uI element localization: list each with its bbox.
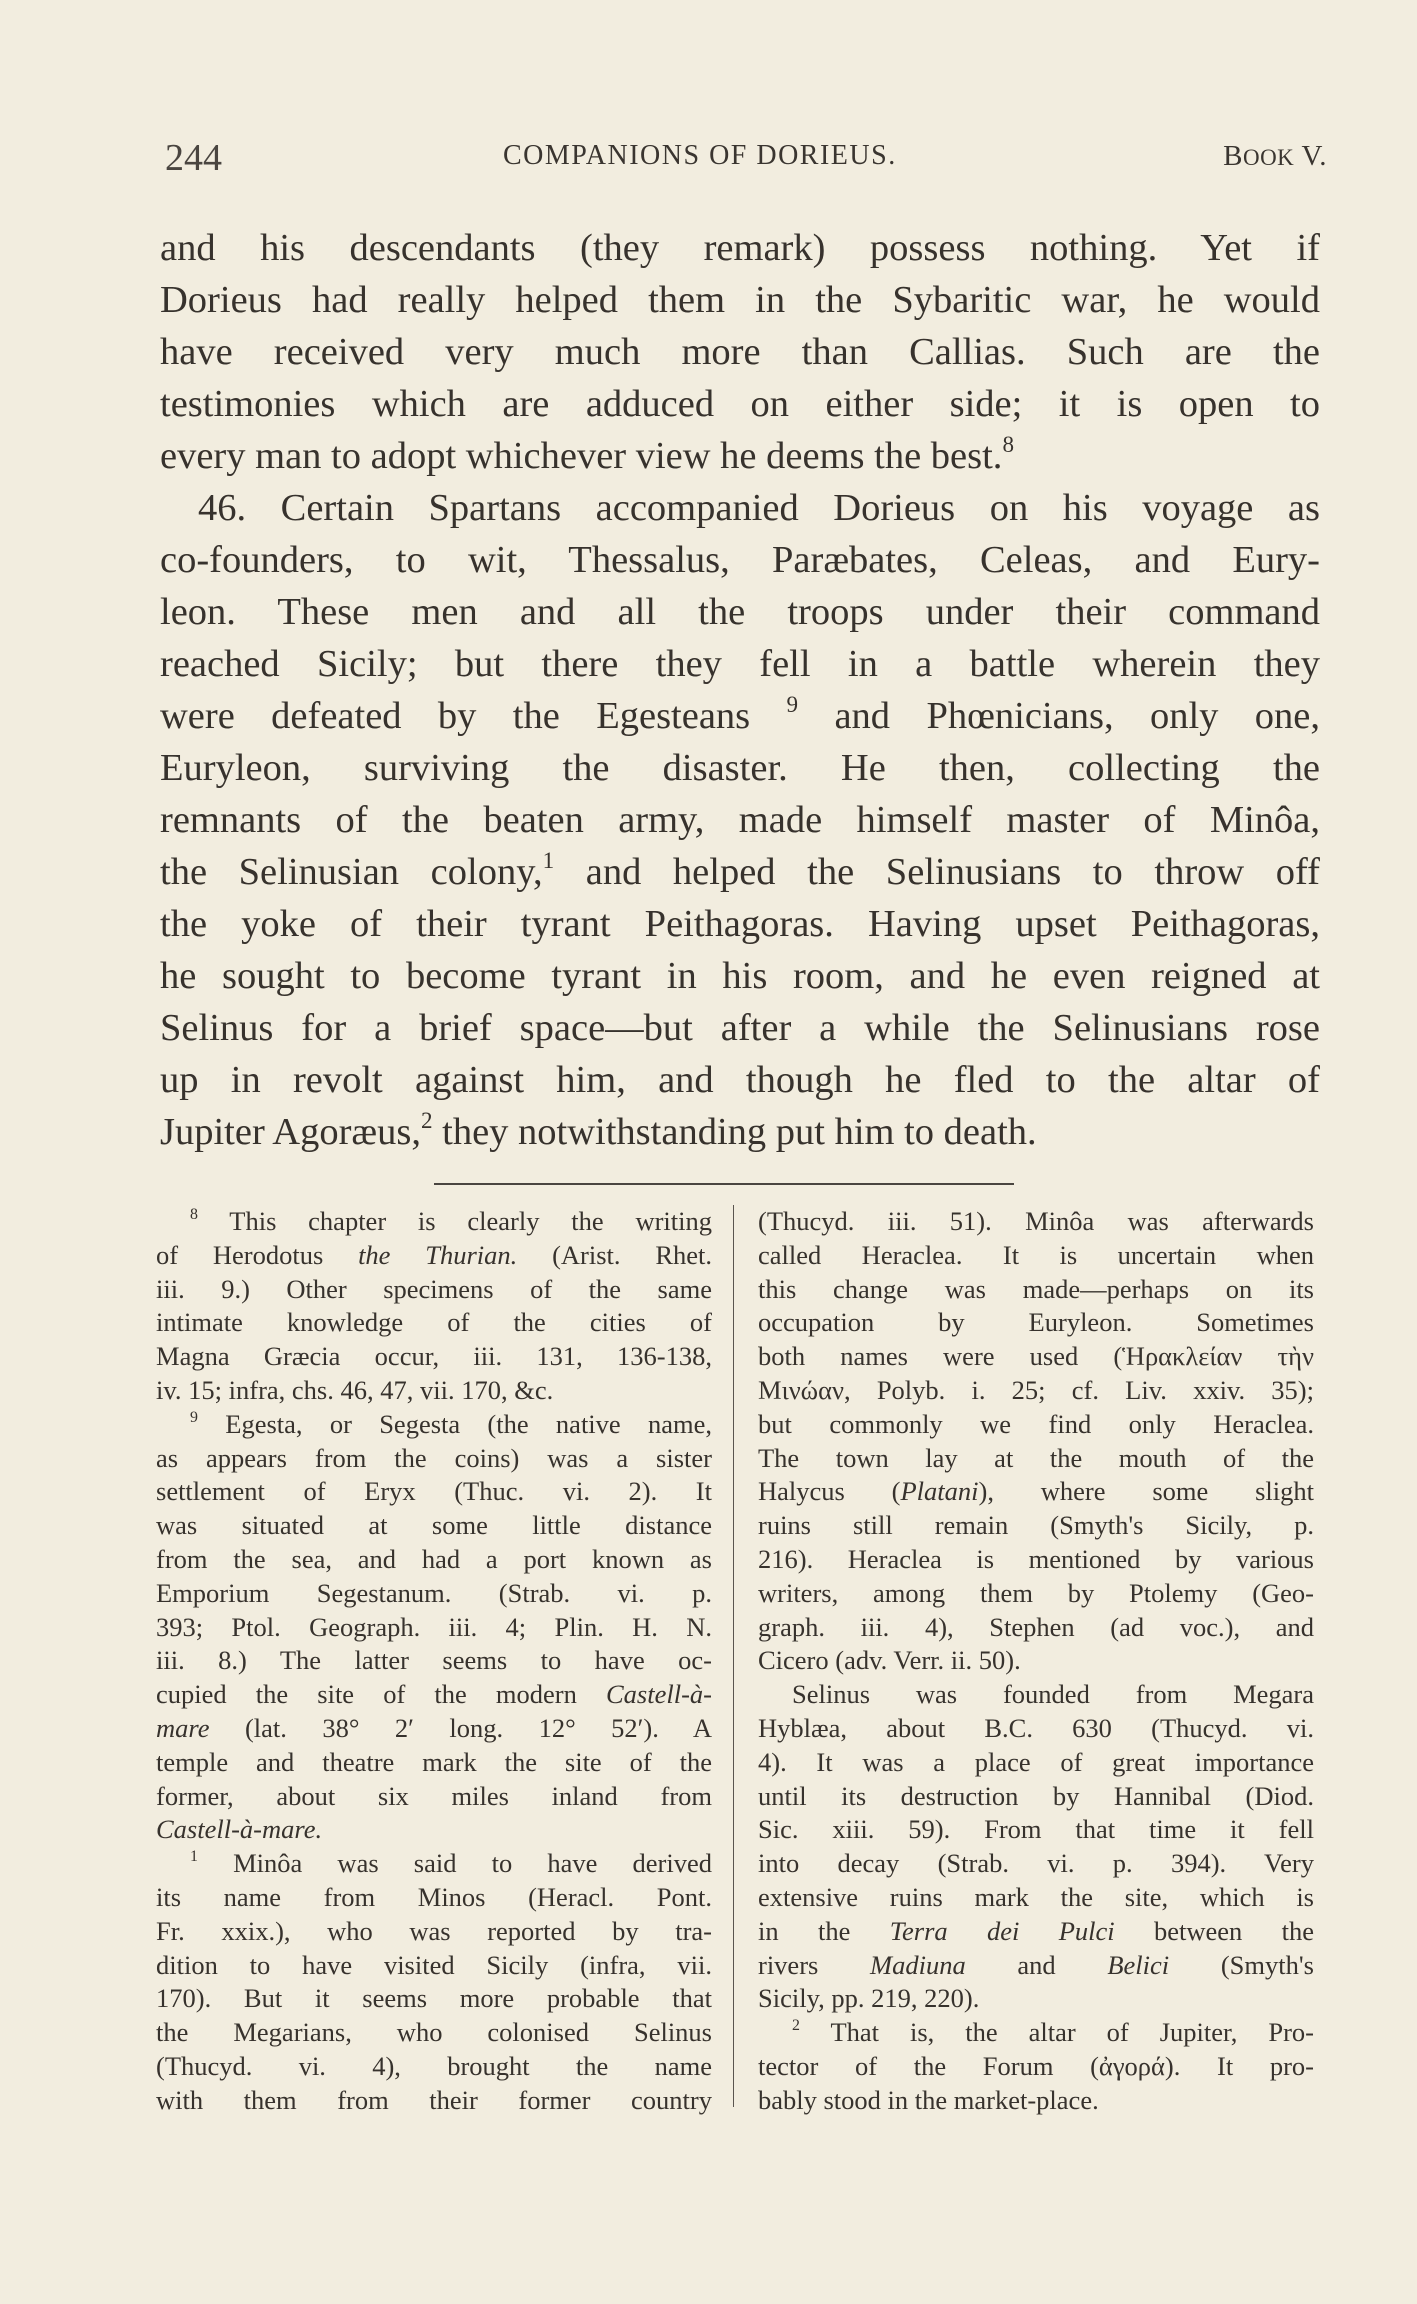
line-text: rivers	[758, 1949, 871, 1980]
line-text: the Megarians, who colonised Selinus	[156, 2017, 712, 2048]
line-text: That is, the altar of Jupiter, Pro-	[799, 2017, 1314, 2048]
footnotes-right-column	[758, 1205, 1314, 2118]
text-line	[160, 274, 1320, 326]
italic-text: Platani	[900, 1476, 979, 1507]
line-text: they notwithstanding put him to death.	[432, 1111, 1037, 1153]
line-text: iii. 9.) Other specimens of the same	[156, 1273, 712, 1304]
line-text: this change was made—perhaps on its	[758, 1273, 1314, 1304]
footnote-line	[758, 1543, 1314, 1577]
footnote-line	[758, 1644, 1314, 1678]
text-line	[160, 1002, 1320, 1054]
footnote-line	[758, 1746, 1314, 1780]
line-text: reached Sicily; but there they fell in a battle wherein they	[160, 643, 1320, 685]
footnote-line	[758, 1475, 1314, 1509]
book-label: BOOK V.	[1223, 140, 1327, 172]
line-text: have received very much more than Callias. Such are the	[160, 331, 1320, 373]
footnote-line	[758, 1205, 1314, 1239]
line-text: Magna Græcia occur, iii. 131, 136-138,	[156, 1341, 712, 1372]
footnote-line	[758, 1239, 1314, 1273]
line-text: intimate knowledge of the cities of	[156, 1307, 712, 1338]
line-text: was situated at some little distance	[156, 1510, 712, 1541]
line-text: 46. Certain Spartans accompanied Dorieus on his voyage as	[198, 487, 1320, 529]
footnote-line	[156, 1644, 712, 1678]
text-line	[160, 1106, 1320, 1158]
footnote-line	[156, 1915, 712, 1949]
text-line	[160, 846, 1320, 898]
line-text: occupation by Euryleon. Sometimes	[758, 1307, 1314, 1338]
line-text: Jupiter Agoræus,	[160, 1111, 421, 1153]
footnote-line	[758, 1442, 1314, 1476]
line-text: Egesta, or Segesta (the native name,	[197, 1408, 712, 1439]
footnote-ref: 2	[420, 1106, 433, 1133]
footnote-line	[156, 2016, 712, 2050]
footnote-marker: 2	[792, 2017, 800, 2034]
line-text: Sic. xiii. 59). From that time it fell	[758, 1814, 1314, 1845]
line-text: between the	[1114, 1915, 1314, 1946]
line-text: and Phœnicians, only one,	[798, 695, 1320, 737]
line-text: and	[965, 1949, 1108, 1980]
footnote-marker: 8	[190, 1205, 198, 1223]
footnote-line	[758, 1678, 1314, 1712]
footnote-line	[156, 1813, 712, 1847]
line-text: iv. 15; infra, chs. 46, 47, vii. 170, &c.	[156, 1374, 554, 1405]
line-text: from the sea, and had a port known as	[156, 1543, 712, 1574]
footnote-line	[758, 1949, 1314, 1983]
line-text: (Thucyd. iii. 51). Minôa was afterwards	[758, 1206, 1314, 1236]
footnote-line	[156, 1543, 712, 1577]
line-text: ), where some slight	[978, 1476, 1314, 1507]
footnote-line	[156, 2050, 712, 2084]
text-line	[160, 586, 1320, 638]
footnote-line	[758, 1611, 1314, 1645]
footnote-line	[758, 1340, 1314, 1374]
line-text: This chapter is clearly the writing	[197, 1206, 712, 1236]
line-text: tector of the Forum (ἀγορά). It pro-	[758, 2050, 1314, 2081]
italic-text: the Thurian.	[358, 1239, 518, 1270]
text-line	[160, 534, 1320, 586]
italic-text: Castell-à-	[606, 1679, 712, 1710]
line-text: he sought to become tyrant in his room, and he even reigned at	[160, 955, 1320, 997]
footnote-line	[156, 1475, 712, 1509]
footnote-rule	[434, 1183, 1014, 1185]
text-line	[160, 690, 1320, 742]
footnote-line	[156, 2084, 712, 2118]
line-text: and his descendants (they remark) possess nothing. Yet if	[160, 227, 1320, 269]
footnote-line	[156, 1746, 712, 1780]
footnote-line	[758, 1577, 1314, 1611]
footnote-ref: 9	[786, 690, 799, 717]
line-text: Μινώαν, Polyb. i. 25; cf. Liv. xxiv. 35);	[758, 1374, 1314, 1405]
footnote-line	[156, 1374, 712, 1408]
footnote-ref: 1	[542, 846, 555, 873]
line-text: called Heraclea. It is uncertain when	[758, 1239, 1314, 1270]
line-text: Halycus (	[758, 1476, 901, 1507]
footnote-line	[156, 1408, 712, 1442]
text-line	[160, 326, 1320, 378]
line-text: The town lay at the mouth of the	[758, 1442, 1314, 1473]
line-text: Euryleon, surviving the disaster. He then, collecting the	[160, 747, 1320, 789]
line-text: temple and theatre mark the site of the	[156, 1746, 712, 1777]
line-text: Dorieus had really helped them in the Sybaritic war, he would	[160, 279, 1320, 321]
footnote-line	[758, 1813, 1314, 1847]
line-text: iii. 8.) The latter seems to have oc-	[156, 1645, 712, 1676]
line-text: 170). But it seems more probable that	[156, 1983, 712, 2014]
line-text: 4). It was a place of great importance	[758, 1746, 1314, 1777]
footnote-line	[156, 1780, 712, 1814]
footnote-line	[156, 1881, 712, 1915]
italic-text: Belici	[1107, 1949, 1170, 1980]
text-line	[160, 742, 1320, 794]
footnote-line	[156, 1340, 712, 1374]
line-text: bably stood in the market-place.	[758, 2084, 1099, 2115]
line-text: Selinus was founded from Megara	[792, 1679, 1314, 1710]
text-line	[160, 222, 1320, 274]
italic-text: Terra dei Pulci	[889, 1915, 1115, 1946]
footnote-line	[156, 1949, 712, 1983]
line-text: of Herodotus	[156, 1239, 359, 1270]
line-text: (Thucyd. vi. 4), brought the name	[156, 2050, 712, 2081]
line-text: (Smyth's	[1169, 1949, 1314, 1980]
italic-text: Castell-à-mare.	[156, 1814, 323, 1845]
footnote-marker: 1	[190, 1848, 198, 1866]
line-text: as appears from the coins) was a sister	[156, 1442, 712, 1473]
line-text: Fr. xxix.), who was reported by tra-	[156, 1915, 712, 1946]
footnote-line	[758, 1306, 1314, 1340]
line-text: and helped the Selinusians to throw off	[554, 851, 1320, 893]
line-text: writers, among them by Ptolemy (Geo-	[758, 1577, 1314, 1608]
footnote-line	[156, 1982, 712, 2016]
line-text: co-founders, to wit, Thessalus, Paræbates, Celeas, and Eury-	[160, 539, 1320, 581]
text-line	[160, 378, 1320, 430]
text-line	[160, 950, 1320, 1002]
footnote-line	[758, 1780, 1314, 1814]
line-text: Emporium Segestanum. (Strab. vi. p.	[156, 1577, 712, 1608]
text-line	[160, 898, 1320, 950]
line-text: Minôa was said to have derived	[197, 1848, 712, 1879]
footnote-line	[156, 1273, 712, 1307]
footnote-line	[758, 2084, 1314, 2118]
footnote-line	[758, 1374, 1314, 1408]
page-number: 244	[165, 137, 222, 179]
footnote-line	[758, 1982, 1314, 2016]
line-text: ruins still remain (Smyth's Sicily, p.	[758, 1510, 1314, 1541]
line-text: until its destruction by Hannibal (Diod.	[758, 1780, 1314, 1811]
footnote-ref: 8	[1002, 430, 1014, 457]
footnote-line	[758, 1915, 1314, 1949]
footnote-line	[156, 1712, 712, 1746]
text-line	[160, 638, 1320, 690]
line-text: every man to adopt whichever view he deems the best.	[160, 435, 1003, 477]
footnote-line	[758, 1847, 1314, 1881]
footnote-line	[156, 1678, 712, 1712]
text-line	[160, 482, 1320, 534]
line-text: (lat. 38° 2′ long. 12° 52′). A	[209, 1712, 712, 1743]
italic-text: mare	[156, 1712, 210, 1743]
line-text: leon. These men and all the troops under their command	[160, 591, 1320, 633]
line-text: settlement of Eryx (Thuc. vi. 2). It	[156, 1476, 712, 1507]
line-text: Cicero (adv. Verr. ii. 50).	[758, 1645, 1021, 1676]
line-text: into decay (Strab. vi. p. 394). Very	[758, 1848, 1314, 1879]
column-divider	[733, 1205, 734, 2107]
line-text: up in revolt against him, and though he fled to the altar of	[160, 1059, 1320, 1101]
text-line	[160, 1054, 1320, 1106]
line-text: Sicily, pp. 219, 220).	[758, 1983, 980, 2014]
text-line	[160, 430, 1320, 482]
line-text: Hyblæa, about B.C. 630 (Thucyd. vi.	[758, 1712, 1314, 1743]
footnote-line	[156, 1577, 712, 1611]
line-text: in the	[758, 1915, 890, 1946]
line-text: (Arist. Rhet.	[517, 1239, 712, 1270]
footnote-marker: 9	[190, 1408, 198, 1426]
line-text: but commonly we find only Heraclea.	[758, 1408, 1314, 1439]
line-text: graph. iii. 4), Stephen (ad voc.), and	[758, 1611, 1314, 1642]
footnote-line	[758, 1712, 1314, 1746]
line-text: the yoke of their tyrant Peithagoras. Having upset Peithagoras,	[160, 903, 1320, 945]
line-text: were defeated by the Egesteans	[160, 695, 787, 737]
footnote-line	[156, 1205, 712, 1239]
line-text: its name from Minos (Heracl. Pont.	[156, 1881, 712, 1912]
footnote-line	[156, 1306, 712, 1340]
footnote-line	[758, 1881, 1314, 1915]
footnote-line	[156, 1847, 712, 1881]
text-line	[160, 794, 1320, 846]
running-header	[165, 136, 1327, 179]
line-text: extensive ruins mark the site, which is	[758, 1881, 1314, 1912]
footnote-line	[156, 1442, 712, 1476]
footnotes-left-column	[156, 1205, 712, 2118]
footnote-line	[758, 1408, 1314, 1442]
footnote-line	[156, 1611, 712, 1645]
footnote-line	[156, 1509, 712, 1543]
footnote-line	[758, 2050, 1314, 2084]
line-text: testimonies which are adduced on either side; it is open to	[160, 383, 1320, 425]
line-text: 393; Ptol. Geograph. iii. 4; Plin. H. N.	[156, 1611, 712, 1642]
line-text: both names were used (Ἡρακλείαν τὴν	[758, 1341, 1314, 1372]
footnote-line	[758, 1273, 1314, 1307]
line-text: with them from their former country	[156, 2084, 712, 2115]
line-text: cupied the site of the modern	[156, 1679, 606, 1710]
main-text	[160, 222, 1320, 1158]
line-text: 216). Heraclea is mentioned by various	[758, 1543, 1314, 1574]
line-text: dition to have visited Sicily (infra, vii.	[156, 1949, 712, 1980]
line-text: Selinus for a brief space—but after a while the Selinusians rose	[160, 1007, 1320, 1049]
footnote-line	[758, 1509, 1314, 1543]
footnote-line	[156, 1239, 712, 1273]
line-text: former, about six miles inland from	[156, 1780, 712, 1811]
line-text: the Selinusian colony,	[160, 851, 543, 893]
italic-text: Madiuna	[870, 1949, 966, 1980]
line-text: remnants of the beaten army, made himself master of Minôa,	[160, 799, 1320, 841]
footnote-line	[758, 2016, 1314, 2050]
running-title: COMPANIONS OF DORIEUS.	[503, 140, 897, 171]
